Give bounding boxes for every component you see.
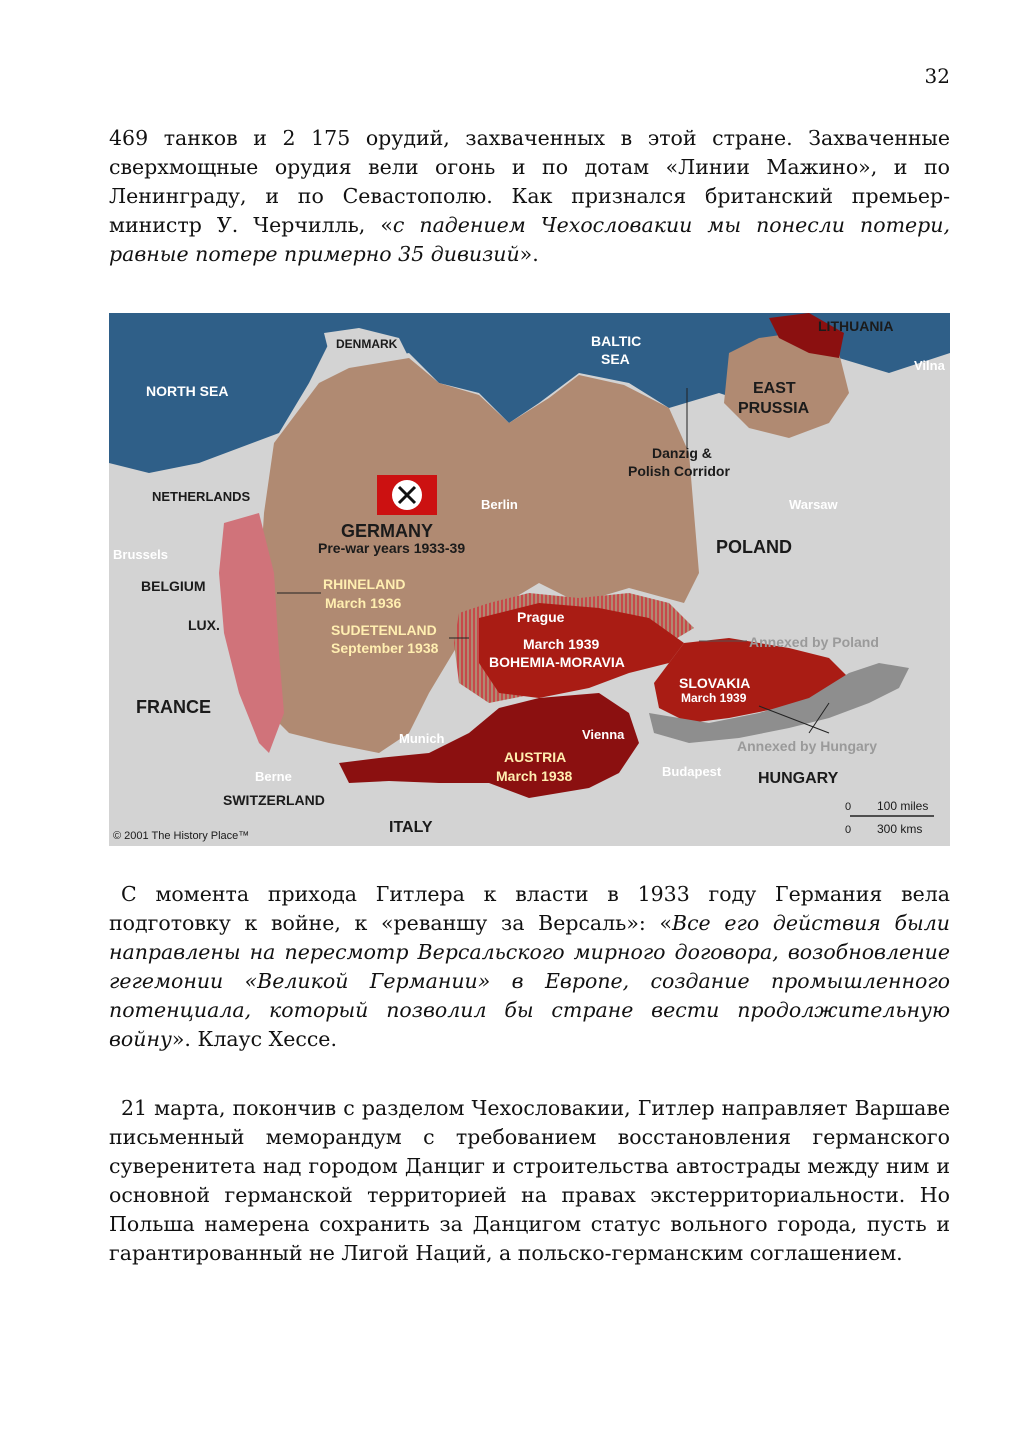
label-munich: Munich [399, 731, 445, 746]
paragraph-2-text: С момента прихода Гитлера к власти в 1933 году Германия вела подготовку к войне, к «реваншу за Версаль»: « [109, 882, 950, 935]
label-rhineland-2: March 1936 [325, 595, 402, 611]
label-berne: Berne [255, 769, 292, 784]
paragraph-2 [109, 880, 950, 1054]
label-budapest: Budapest [662, 764, 722, 779]
scale-zero-miles: 0 [845, 801, 852, 813]
label-netherlands: NETHERLANDS [152, 489, 251, 504]
label-belgium: BELGIUM [141, 578, 206, 594]
label-east-prussia-2: PRUSSIA [738, 400, 810, 417]
scale-zero-kms: 0 [845, 824, 852, 836]
label-rhineland-1: RHINELAND [323, 576, 406, 592]
label-prague: Prague [517, 609, 565, 625]
label-vienna: Vienna [582, 727, 625, 742]
label-warsaw: Warsaw [789, 497, 838, 512]
scale-miles: 100 miles [877, 799, 929, 813]
page-number: 32 [924, 64, 950, 88]
churchill-quote: с падением Чехословакии мы понесли потери, равные потере примерно 35 дивизий [109, 213, 950, 266]
label-brussels: Brussels [113, 547, 168, 562]
label-bohemia-1: March 1939 [523, 636, 600, 652]
pre-war-germany-map [109, 313, 950, 846]
label-germany-sub: Pre-war years 1933-39 [318, 540, 466, 556]
label-annexed-hungary: Annexed by Hungary [737, 738, 878, 754]
label-poland: POLAND [716, 537, 792, 557]
label-sudetenland-1: SUDETENLAND [331, 622, 437, 638]
label-berlin: Berlin [481, 497, 518, 512]
label-hungary: HUNGARY [758, 770, 839, 787]
label-italy: ITALY [389, 819, 433, 836]
paragraph-1-tail: ». [519, 242, 539, 266]
label-austria-2: March 1938 [496, 768, 573, 784]
paragraph-1 [109, 124, 950, 269]
label-switzerland: SWITZERLAND [223, 792, 325, 808]
label-baltic-sea-2: SEA [601, 351, 630, 367]
label-slovakia-1: SLOVAKIA [679, 675, 751, 691]
label-danzig-2: Polish Corridor [628, 463, 730, 479]
label-danzig-1: Danzig & [652, 445, 712, 461]
hesse-quote: Все его действия были направлены на пересмотр Версальского мирного договора, возобновление гегемонии «Великой Германии» в Европе, создание промышленного потенциала, который позволил бы стране вести продолжительную войну [109, 911, 950, 1051]
paragraph-3: 21 марта, покончив с разделом Чехословакии, Гитлер направляет Варшаве письменный меморандум с требованием восстановления германского суверенитета над городом Данциг и строительства автострады между ним и основной германской территорией на правах экстерриториальности. Но Польша намерена сохранить за Данцигом статус вольного города, пусть и гарантированный не Лигой Наций, а польско-германским соглашением. [109, 1096, 950, 1265]
paragraph-1-text: 469 танков и 2 175 орудий, захваченных в этой стране. Захваченные сверхмощные орудия вели огонь и по дотам «Линии Мажино», и по Ленинграду, и по Севастополю. Как признался британский премьер-министр У. Черчилль, « [109, 126, 950, 237]
label-vilna: Vilna [914, 358, 945, 373]
label-sudetenland-2: September 1938 [331, 640, 439, 656]
label-baltic-sea-1: BALTIC [591, 333, 642, 349]
label-france: FRANCE [136, 697, 211, 717]
label-east-prussia-1: EAST [753, 380, 796, 397]
label-slovakia-2: March 1939 [681, 691, 747, 705]
map-copyright: © 2001 The History Place™ [113, 830, 250, 842]
paragraph-2-tail: ». Клаус Хессе. [171, 1027, 337, 1051]
label-denmark: DENMARK [336, 337, 398, 351]
label-austria-1: AUSTRIA [504, 749, 567, 765]
scale-kms: 300 kms [877, 822, 923, 836]
label-lux: LUX. [188, 617, 220, 633]
label-germany: GERMANY [341, 521, 434, 541]
label-annexed-poland: Annexed by Poland [749, 634, 879, 650]
label-north-sea: NORTH SEA [146, 383, 229, 399]
label-lithuania: LITHUANIA [818, 318, 894, 334]
label-bohemia-2: BOHEMIA-MORAVIA [489, 654, 625, 670]
